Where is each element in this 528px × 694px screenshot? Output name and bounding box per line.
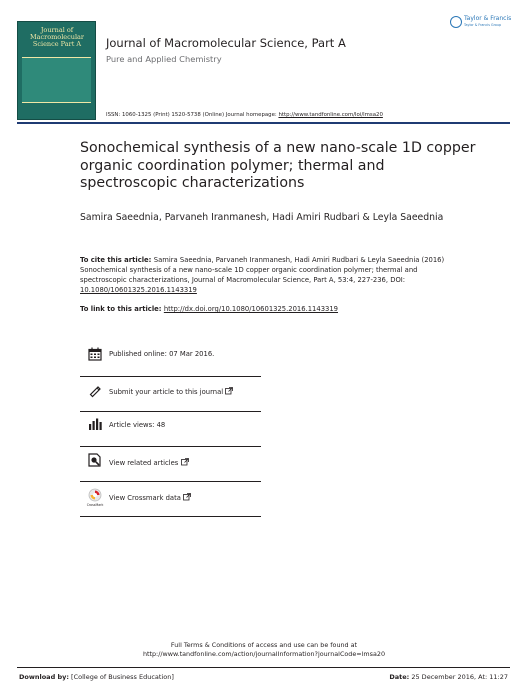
issn-line (106, 112, 383, 118)
article-authors: Samira Saeednia, Parvaneh Iranmanesh, Hadi Amiri Rudbari & Leyla Saeednia (80, 212, 444, 223)
publisher-name: Taylor & Francis (464, 15, 512, 22)
article-title: Sonochemical synthesis of a new nano-scale 1D copper organic coordination polymer; thermal and spectroscopic characterizations (80, 140, 476, 191)
journal-homepage-link[interactable]: http://www.tandfonline.com/loi/lmsa20 (278, 112, 383, 118)
publisher-logo-icon (450, 16, 462, 28)
search-document-icon (88, 453, 102, 467)
crossmark-logo-text: CrossMark (86, 503, 104, 507)
crossmark-row[interactable] (80, 482, 261, 517)
crossmark-link[interactable]: View Crossmark data (109, 493, 191, 502)
terms-line: Full Terms & Conditions of access and use can be found at (170, 641, 358, 649)
submit-article-link[interactable]: Submit your article to this journal (109, 387, 233, 396)
journal-cover-image (17, 21, 96, 120)
article-views: Article views: 48 (109, 421, 166, 429)
cover-decoration (22, 57, 91, 103)
terms-url-link[interactable]: http://www.tandfonline.com/action/journalInformation?journalCode=lmsa20 (142, 650, 386, 658)
journal-subtitle: Pure and Applied Chemistry (106, 54, 222, 64)
external-link-icon (181, 458, 189, 466)
footer-divider (17, 667, 510, 668)
bar-chart-icon (88, 417, 102, 431)
article-url-link[interactable]: http://dx.doi.org/10.1080/10601325.2016.1143319 (163, 305, 339, 313)
related-row[interactable] (80, 447, 261, 482)
doi-link[interactable]: 10.1080/10601325.2016.1143319 (80, 286, 197, 294)
crossmark-icon (88, 488, 102, 508)
downloaded-by: Download by: [College of Business Education] (19, 673, 174, 681)
published-row (80, 342, 261, 377)
pencil-icon (88, 383, 102, 397)
cite-text: Samira Saeednia, Parvaneh Iranmanesh, Hadi Amiri Rudbari & Leyla Saeednia (2016) Sonochemical synthesis of a new nano-scale 1D copper organic coordination polymer; thermal and spectroscopic characterizations, Journal of Macromolecular Science, Part A, 53:4, 227-236, DOI: (80, 256, 445, 284)
issn-text: ISSN: 1060-1325 (Print) 1520-5738 (Online) Journal homepage: (106, 112, 279, 118)
cite-label: To cite this article: (80, 256, 154, 264)
download-info-bar (17, 670, 510, 684)
related-articles-link[interactable]: View related articles (109, 458, 189, 467)
publisher-logo[interactable] (450, 15, 512, 31)
journal-name: Journal of Macromolecular Science, Part A (106, 36, 346, 50)
published-date: Published online: 07 Mar 2016. (109, 350, 215, 358)
header-divider (17, 122, 510, 124)
link-to-article (80, 305, 338, 313)
link-label: To link to this article: (80, 305, 164, 313)
download-date: Date: 25 December 2016, At: 11:27 (389, 673, 508, 681)
submit-row[interactable] (80, 377, 261, 412)
publisher-subname: Taylor & Francis Group (464, 23, 502, 27)
citation-block (80, 255, 458, 295)
external-link-icon (183, 493, 191, 501)
cover-title: Journal of Macromolecular Science Part A (29, 26, 85, 48)
views-row (80, 412, 261, 447)
calendar-icon (88, 347, 102, 361)
external-link-icon (225, 387, 233, 395)
terms-notice (0, 641, 528, 659)
